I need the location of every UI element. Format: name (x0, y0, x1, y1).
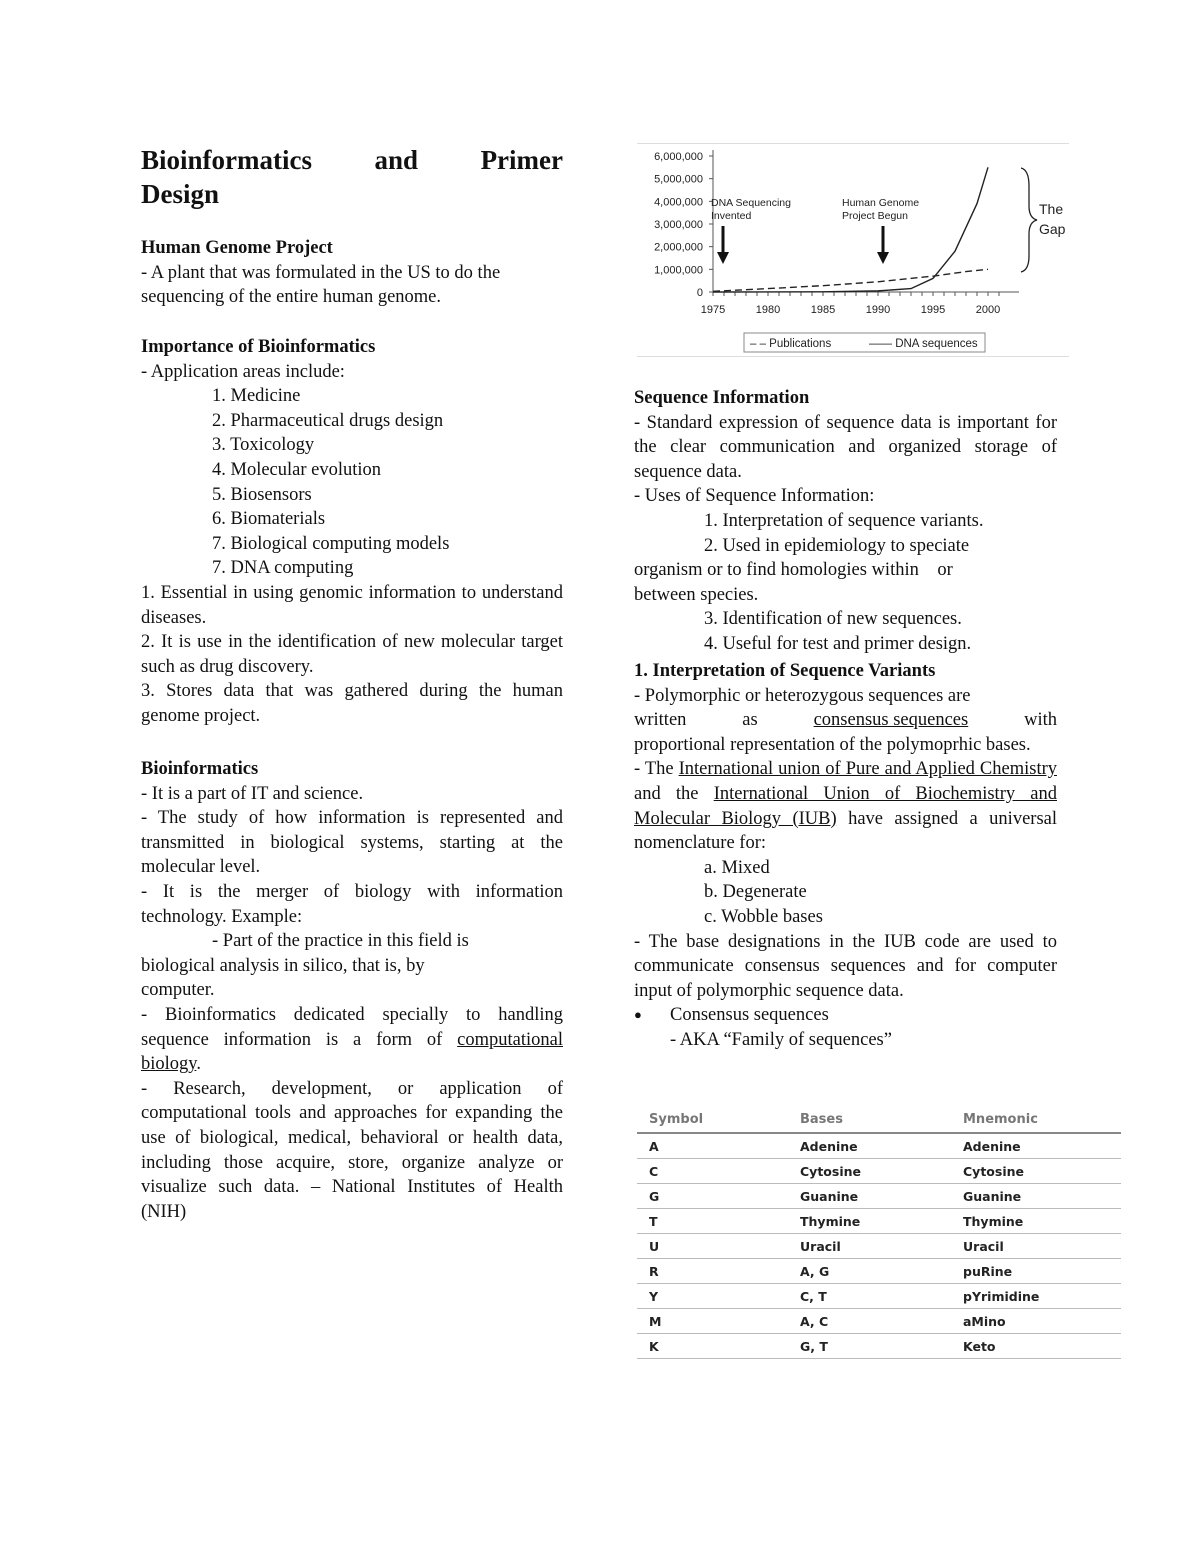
section-heading: Importance of Bioinformatics (141, 337, 376, 357)
legend-entry: – – Publications (750, 338, 832, 350)
cell: G, T (800, 1338, 828, 1354)
list-item: 7. DNA computing (212, 558, 354, 579)
list-item: 4. Molecular evolution (212, 459, 382, 480)
paragraph: - The base designations in the IUB code are used to communicate consensus sequences and for computer input of polymorphic sequence data. (634, 931, 1057, 1001)
annotation-label: Invented (711, 210, 752, 222)
table-row (637, 1234, 1121, 1259)
cell: A (649, 1138, 659, 1154)
publications-series-line (713, 269, 988, 291)
y-tick-label: 0 (696, 287, 703, 299)
paragraph: - Application areas include: (141, 361, 345, 382)
table-row (637, 1334, 1121, 1359)
cell: Cytosine (800, 1163, 861, 1179)
x-tick-label: 1980 (755, 304, 781, 316)
list-item: a. Mixed (704, 857, 770, 878)
table-row (637, 1309, 1121, 1334)
y-tick-label: 1,000,000 (654, 264, 703, 277)
gap-bracket (1021, 168, 1037, 272)
gap-label: Gap (1039, 221, 1066, 237)
paragraph: - AKA “Family of sequences” (670, 1029, 892, 1050)
table-row (637, 1259, 1121, 1284)
cell: Uracil (800, 1238, 841, 1254)
list-item: organism or to find homologies within or (634, 560, 953, 581)
bullet-icon: ● (634, 1007, 642, 1023)
text: as (742, 710, 758, 731)
text: with (1024, 710, 1057, 731)
importance-section (141, 335, 563, 729)
text: - The (634, 759, 679, 780)
y-tick-label: 2,000,000 (654, 241, 703, 254)
cell: U (649, 1238, 660, 1254)
x-tick-label: 1985 (810, 304, 836, 316)
paragraph: - It is the merger of biology with information technology. Example: (141, 881, 563, 927)
text: - Polymorphic or heterozygous sequences are (634, 685, 971, 706)
computational-biology-link[interactable]: computational biology (141, 1029, 563, 1075)
cell: M (649, 1313, 662, 1329)
cell: A, G (800, 1263, 830, 1279)
list-item: 1. Interpretation of sequence variants. (704, 510, 984, 531)
consensus-sequences-link[interactable]: consensus sequences (813, 710, 969, 731)
legend-entry: —— DNA sequences (869, 338, 978, 350)
list-item: between species. (634, 584, 759, 605)
paragraph: - Part of the practice in this field is (212, 931, 469, 952)
title-word: Primer (480, 145, 563, 175)
title-word: Bioinformatics (141, 145, 312, 175)
variants-section (634, 659, 1057, 1053)
cell: Guanine (963, 1188, 1022, 1204)
section-heading: 1. Interpretation of Sequence Variants (634, 661, 936, 681)
table-row (637, 1184, 1121, 1209)
paragraph: - The study of how information is represented and transmitted in biological systems, starting at the molecular level. (141, 808, 563, 878)
cell: pYrimidine (963, 1288, 1040, 1304)
bullet-item (634, 1003, 1057, 1028)
bioinformatics-section (141, 757, 563, 1224)
section-heading: Sequence Information (634, 388, 810, 408)
list-item: 3. Toxicology (212, 435, 315, 456)
annotation-label: Human Genome (842, 197, 920, 209)
arrow-head-icon (877, 252, 889, 264)
paragraph: - It is a part of IT and science. (141, 783, 364, 804)
cell: Cytosine (963, 1163, 1024, 1179)
cell: A, C (800, 1313, 829, 1329)
table-row (637, 1209, 1121, 1234)
y-tick-label: 4,000,000 (654, 196, 703, 209)
page-title (141, 143, 563, 211)
paragraph: 2. It is use in the identification of new molecular target such as drug discovery. (141, 632, 563, 677)
text: have assigned a universal nomenclature for: (634, 808, 1057, 854)
paragraph: computer. (141, 980, 215, 1001)
x-tick-label: 1995 (920, 304, 946, 316)
gap-label: The (1039, 201, 1064, 217)
text: - Bioinformatics dedicated specially to handling sequence information is a form of (141, 1004, 563, 1050)
paragraph: 1. Essential in using genomic information to understand diseases. (141, 582, 563, 628)
list-item: 4. Useful for test and primer design. (704, 633, 972, 654)
paragraph: biological analysis in silico, that is, by (141, 955, 425, 976)
column-header: Symbol (649, 1111, 704, 1127)
hgp-section (141, 236, 563, 310)
publications-vs-sequences-chart (637, 143, 1069, 357)
cell: aMino (963, 1313, 1006, 1329)
paragraph (141, 1003, 563, 1077)
cell: C, T (800, 1288, 827, 1304)
iub-code-table (637, 1106, 1121, 1359)
list-item: b. Degenerate (704, 882, 807, 903)
y-tick-label: 6,000,000 (654, 151, 703, 163)
title-word: Design (141, 179, 220, 209)
title-word: and (374, 145, 419, 175)
x-tick-label: 2000 (975, 304, 1001, 316)
list-item: 3. Identification of new sequences. (704, 609, 962, 630)
cell: Uracil (963, 1238, 1004, 1254)
cell: puRine (963, 1263, 1013, 1279)
iupac-link[interactable]: International union of Pure and Applied Chemistry (678, 759, 1057, 780)
list-item: 2. Used in epidemiology to speciate (704, 535, 970, 556)
text: written (634, 710, 687, 731)
text: Consensus sequences (670, 1005, 829, 1026)
list-item: c. Wobble bases (704, 906, 823, 927)
list-item: 6. Biomaterials (212, 509, 326, 530)
cell: Adenine (963, 1138, 1021, 1154)
cell: T (649, 1213, 658, 1229)
table-row (637, 1284, 1121, 1309)
list-item: 5. Biosensors (212, 484, 312, 505)
annotation-label: Project Begun (842, 210, 908, 222)
chart-svg (637, 144, 1069, 356)
dna-sequences-series-line (713, 167, 988, 292)
y-tick-label: 3,000,000 (654, 219, 703, 231)
paragraph: - A plant that was formulated in the US to do the sequencing of the entire human genome. (141, 262, 501, 308)
list-item: 7. Biological computing models (212, 533, 450, 554)
paragraph-line (634, 708, 1057, 733)
paragraph: 3. Stores data that was gathered during the human genome project. (141, 681, 563, 726)
table-header (637, 1106, 1121, 1134)
list-item: 1. Medicine (212, 386, 301, 407)
list-item: 2. Pharmaceutical drugs design (212, 410, 444, 431)
paragraph-line (634, 684, 1057, 709)
section-heading: Bioinformatics (141, 759, 259, 779)
cell: G (649, 1188, 660, 1204)
paragraph: proportional representation of the polymoprhic bases. (634, 734, 1031, 755)
column-header: Mnemonic (963, 1111, 1038, 1127)
cell: Thymine (963, 1213, 1024, 1229)
cell: C (649, 1163, 659, 1179)
arrow-head-icon (717, 252, 729, 264)
paragraph: - Uses of Sequence Information: (634, 486, 875, 507)
cell: Y (649, 1288, 659, 1304)
x-tick-label: 1975 (700, 304, 726, 316)
cell: R (649, 1263, 659, 1279)
table-row (637, 1159, 1121, 1184)
x-tick-label: 1990 (865, 304, 891, 316)
y-tick-label: 5,000,000 (654, 173, 703, 186)
paragraph: - Research, development, or application of computational tools and approaches for expanding the use of biological, medical, behavioral or health data, including those acquire, store, organize analyze or visualize such data. – National Institutes of Health (NIH) (141, 1078, 563, 1222)
cell: K (649, 1338, 659, 1354)
text: . (196, 1054, 201, 1075)
annotation-label: DNA Sequencing (711, 197, 791, 209)
cell: Keto (963, 1338, 996, 1354)
sequence-info-section (634, 386, 1057, 657)
column-header: Bases (800, 1111, 843, 1127)
paragraph (634, 757, 1057, 855)
iub-link[interactable]: International Union of Biochemistry and Molecular Biology (IUB) (634, 783, 1057, 829)
cell: Adenine (800, 1138, 858, 1154)
cell: Thymine (800, 1213, 861, 1229)
text: and the (634, 783, 714, 804)
section-heading: Human Genome Project (141, 238, 333, 258)
cell: Guanine (800, 1188, 859, 1204)
paragraph: - Standard expression of sequence data is important for the clear communication and organized storage of sequence data. (634, 412, 1057, 482)
table-row (637, 1134, 1121, 1159)
